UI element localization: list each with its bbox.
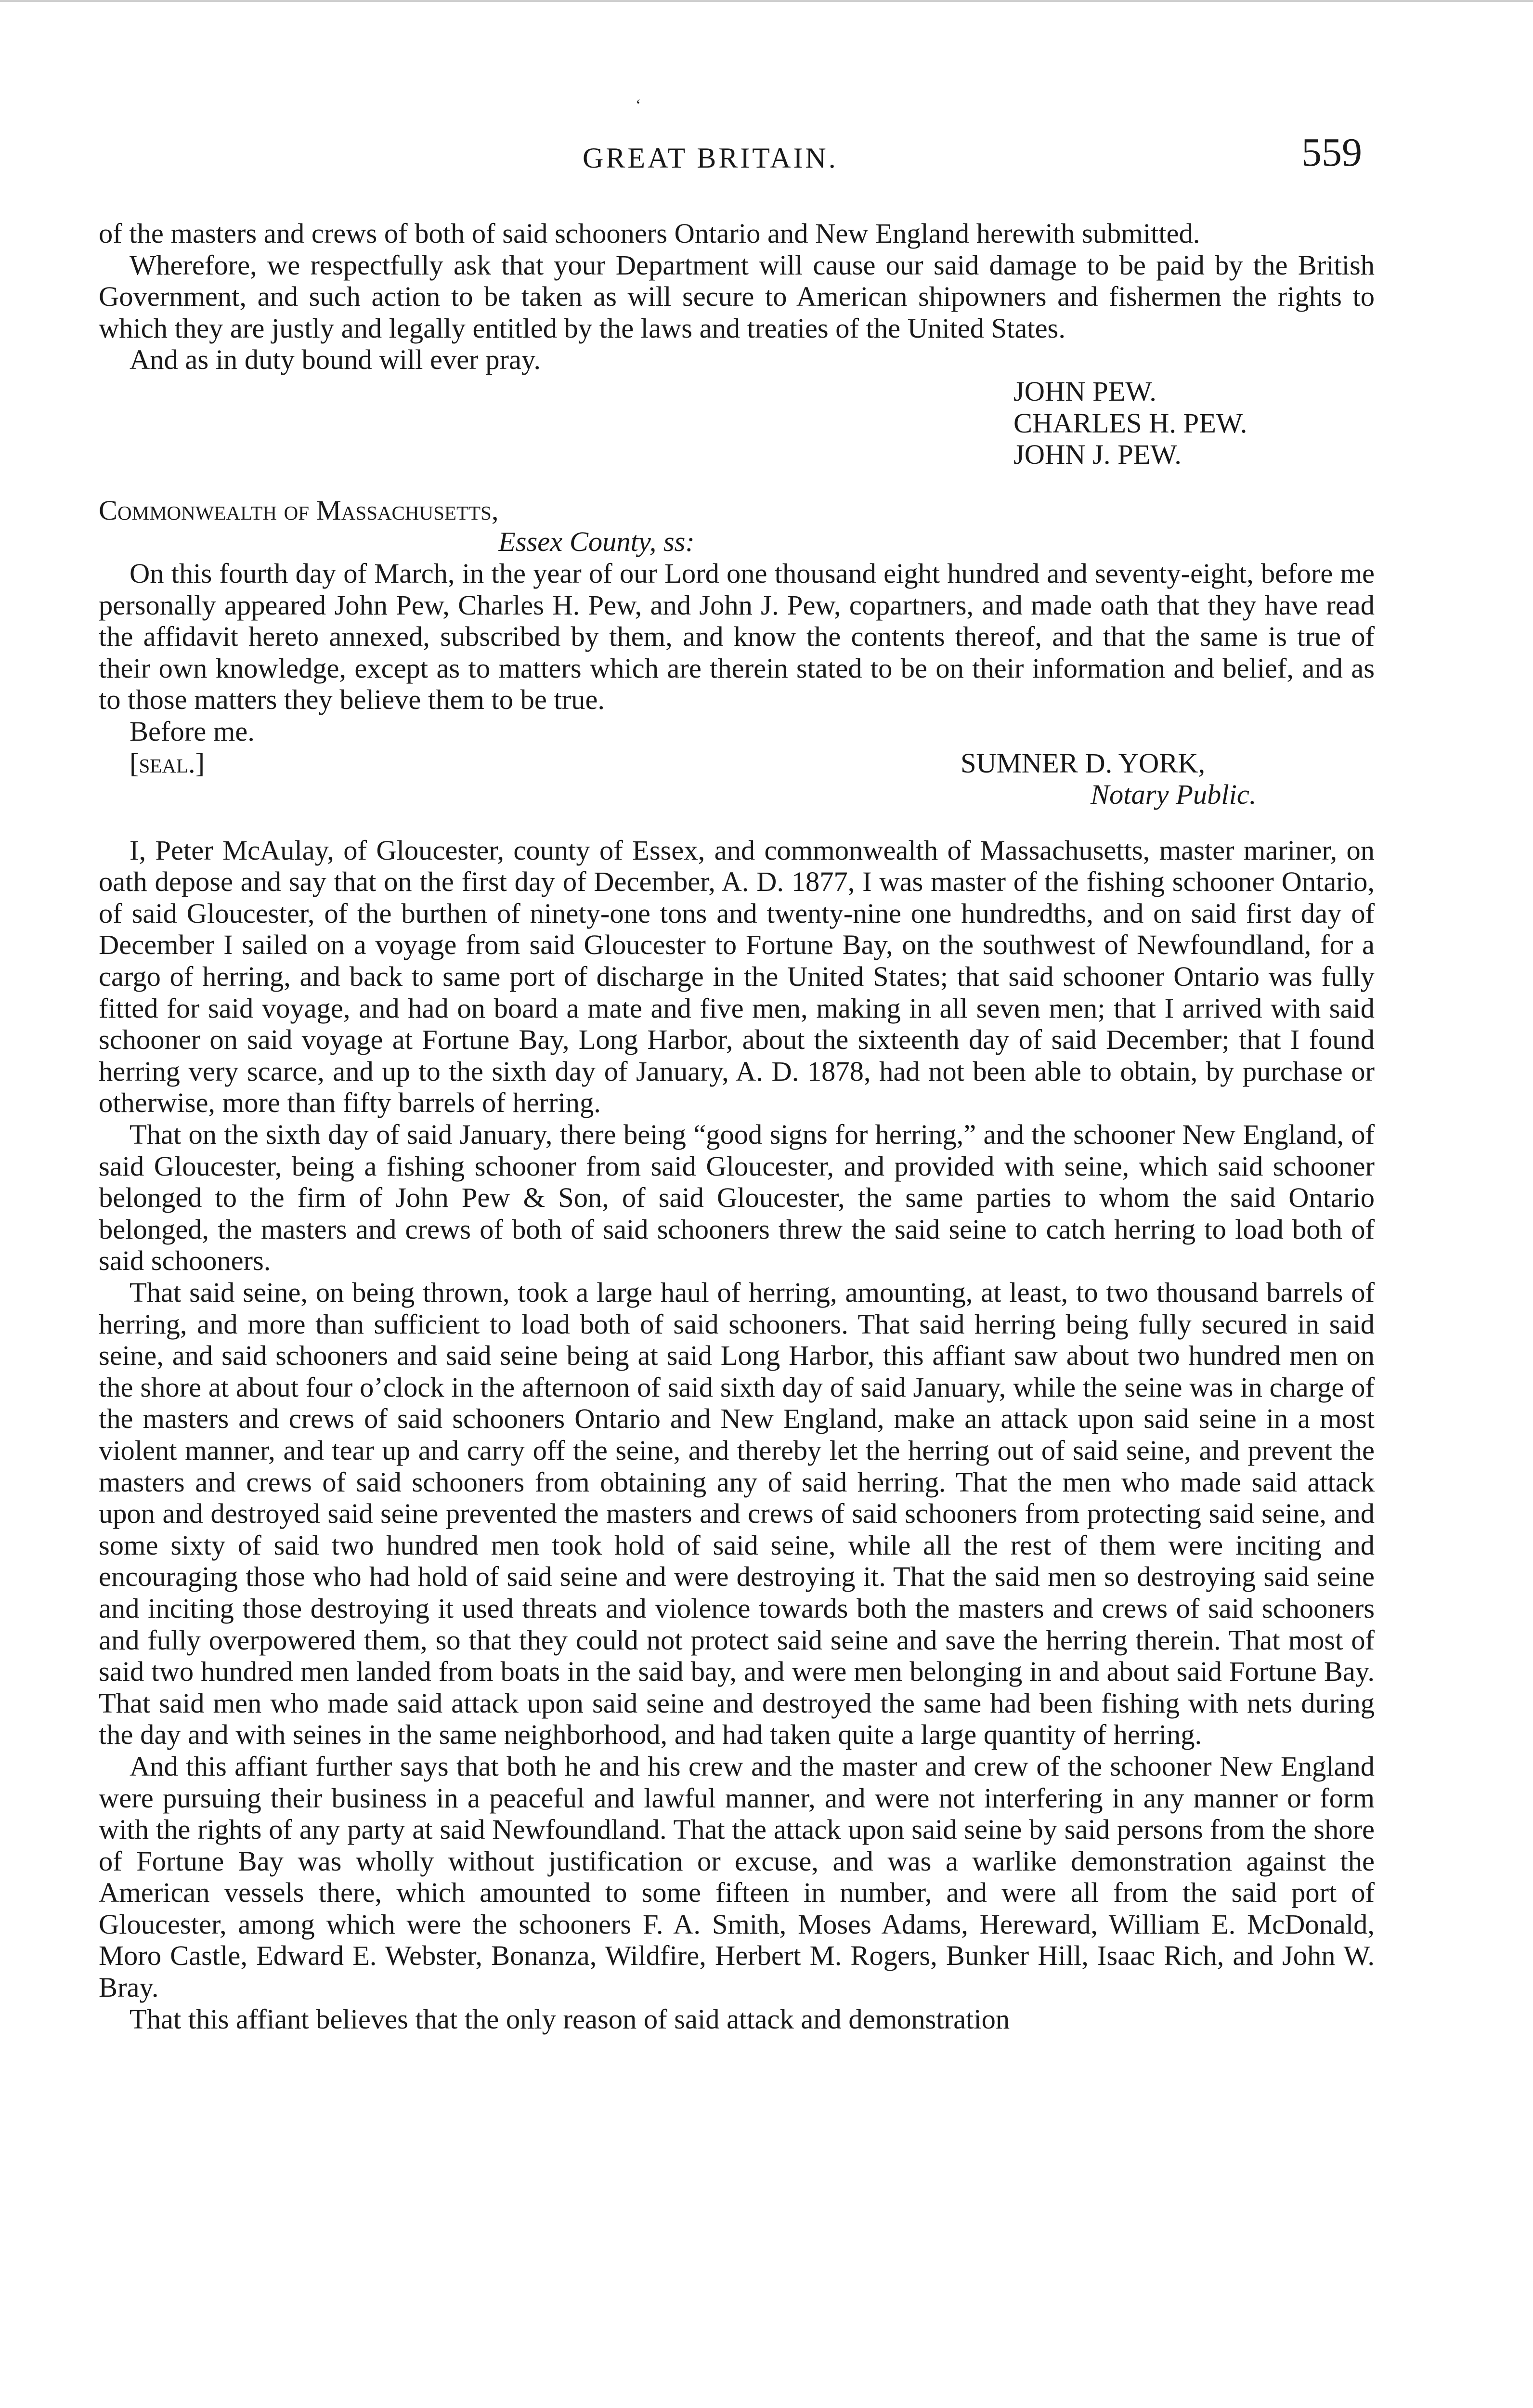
commonwealth-heading: Commonwealth of Massachusetts, [99,494,499,526]
affidavit-paragraph: That said seine, on being thrown, took a large haul of herring, amounting, at least, to two thousand barrels of herring, and more than sufficient to load both of said schooners. That said herring being fully secured in said seine, and said schooners and said seine being at said Long Harbor, this affiant saw about two hundred men on the shore at about four o’clock in the afternoon of said sixth day of said January, while the seine was in charge of the masters and crews of said schooners Ontario and New England, make an attack upon said seine in a most violent manner, and tear up and carry off the seine, and thereby let the herring out of said seine, and prevent the masters and crews of said schooners from obtaining any of said herring. That the men who made said attack upon and destroyed said seine prevented the masters and crews of said schooners from protecting said seine, and some sixty of said two hundred men took hold of said seine, while all the rest of them were inciting and encouraging those who had hold of said seine and were destroying it. That the said men so destroying said seine and inciting those destroying it used threats and violence towards both the masters and crews of said schooners and fully overpowered them, so that they could not protect said seine and save the herring therein. That most of said two hundred men landed from boats in the said bay, and were men belonging in and about said Fortune Bay. That said men who made said attack upon said seine and destroyed the same had been fishing with nets during the day and with seines in the same neighborhood, and had taken quite a large quantity of herring. [99,1277,1375,1751]
signatory: JOHN J. PEW. [1013,439,1182,471]
signatory: JOHN PEW. [1013,375,1156,407]
page-number: 559 [1301,130,1362,175]
running-title: GREAT BRITAIN. [583,142,838,174]
top-rule [0,0,1533,2]
paragraph-closing: And as in duty bound will ever pray. [130,344,541,376]
notary-title: Notary Public. [1091,779,1257,811]
printer-mark: ‘ [636,96,641,114]
page-body [99,218,1375,2035]
notary-name: SUMNER D. YORK, [961,747,1206,779]
seal-row [99,747,1375,779]
affidavit-paragraph: I, Peter McAulay, of Gloucester, county of Essex, and commonwealth of Massachusetts, master mariner, on oath depose and say that on the first day of December, A. D. 1877, I was master of the fishing schooner Ontario, of said Gloucester, of the burthen of ninety-one tons and twenty-nine one hundredths, and on said first day of December I sailed on a voyage from said Gloucester to Fortune Bay, on the southwest of Newfoundland, for a cargo of herring, and back to same port of discharge in the United States; that said schooner Ontario was fully fitted for said voyage, and had on board a mate and five men, making in all seven men; that I arrived with said schooner on said voyage at Fortune Bay, Long Harbor, about the sixteenth day of said December; that I found herring very scarce, and up to the sixth day of January, A. D. 1878, had not been able to obtain, by purchase or otherwise, more than fifty barrels of herring. [99,834,1375,1119]
jurat-text: On this fourth day of March, in the year of our Lord one thousand eight hundred and seventy-eight, before me personally appeared John Pew, Charles H. Pew, and John J. Pew, copartners, and made oath that they have read the affidavit hereto annexed, subscribed by them, and know the contents thereof, and that the same is true of their own knowledge, except as to matters which are therein stated to be on their information and belief, and as to those matters they believe them to be true. [99,557,1375,716]
county-line: Essex County, ss: [498,526,695,558]
paragraph-request: Wherefore, we respectfully ask that your Department will cause our said damage to be paid by the British Government, and such action to be taken as will secure to American shipowners and fishermen the rights to which they are justly and legally entitled by the laws and treaties of the United States. [99,249,1375,344]
signature-block [1013,376,1375,471]
signatory: CHARLES H. PEW. [1013,407,1247,439]
affidavit-paragraph: That this affiant believes that the only reason of said attack and demonstration [130,2003,1010,2035]
affidavit-paragraph: And this affiant further says that both he and his crew and the master and crew of the schooner New England were pursuing their business in a peaceful and lawful manner, and were not interfering in any manner or form with the rights of any party at said Newfoundland. That the attack upon said seine by said persons from the shore of Fortune Bay was wholly without justification or excuse, and was a warlike demonstration against the American vessels there, which amounted to some fifteen in number, and were all from the said port of Gloucester, among which were the schooners F. A. Smith, Moses Adams, Hereward, William E. McDonald, Moro Castle, Edward E. Webster, Bonanza, Wildfire, Herbert M. Rogers, Bunker Hill, Isaac Rich, and John W. Bray. [99,1750,1375,2003]
paragraph-continuation: of the masters and crews of both of said schooners Ontario and New England herewith submitted. [99,218,1200,249]
affidavit-paragraph: That on the sixth day of said January, there being “good signs for herring,” and the schooner New England, of said Gloucester, being a fishing schooner from said Gloucester, and provided with seine, which said schooner belonged to the firm of John Pew & Son, of said Gloucester, the same parties to whom the said Ontario belonged, the masters and crews of both of said schooners threw the said seine to catch herring to load both of said schooners. [99,1119,1375,1277]
seal-mark: [seal.] [130,747,205,779]
before-me: Before me. [130,715,255,747]
